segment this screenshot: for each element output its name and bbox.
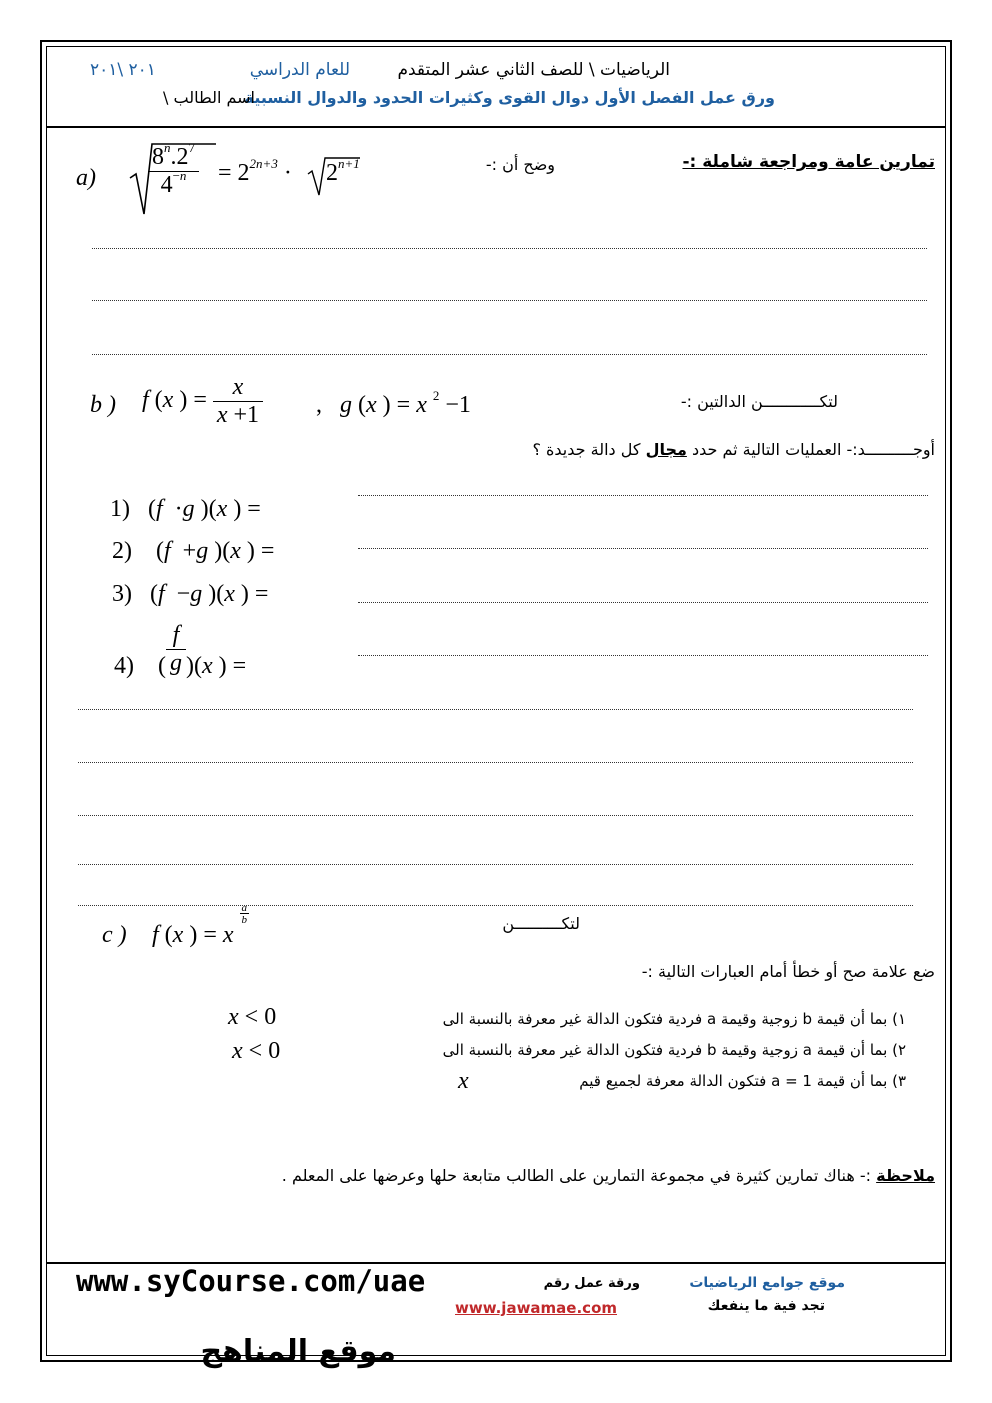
answer-line <box>92 300 927 301</box>
answer-line <box>92 354 927 355</box>
part-c-label: c ) <box>102 922 127 948</box>
statement-1: ١) بما أن قيمة b زوجية وقيمة a فردية فتكون الدالة غير معرفة بالنسبة الى <box>442 1010 906 1028</box>
function-f-definition: f (x ) = $\frac{x}{x +1}$ <box>142 374 263 429</box>
function-g-definition: , g (x ) = x $^2$ −1 <box>316 388 471 418</box>
operation-2: 2) (f +g )(x ) = <box>112 538 275 564</box>
statement-3-condition: x <box>458 1068 469 1094</box>
answer-line <box>78 709 913 710</box>
operation-3: 3) (f −g )(x ) = <box>112 581 269 607</box>
f-fraction: $\frac{x}{x +1}$ <box>213 374 263 429</box>
watermark-arabic: موقع المناهج <box>200 1334 396 1369</box>
domain-keyword: مجال <box>645 440 687 459</box>
answer-line <box>92 248 927 249</box>
answer-line <box>358 602 928 603</box>
note-label: ملاحظة <box>876 1166 935 1185</box>
header-divider <box>46 126 946 128</box>
exponent-fraction: $\frac{a}{b}$ <box>241 902 248 926</box>
answer-line <box>78 815 913 816</box>
note: ملاحظة :- هناك تمارين كثيرة في مجموعة التمارين على الطالب متابعة حلها وعرضها على المعلم . <box>281 1166 935 1185</box>
rhs-root: $2^{n+1}$ <box>326 156 360 186</box>
statement-2: ٢) بما أن قيمة a زوجية وقيمة b فردية فتكون الدالة غير معرفة بالنسبة الى <box>442 1041 906 1059</box>
jawamae-link[interactable]: www.jawamae.com <box>455 1299 618 1317</box>
part-a-label: a) <box>76 165 96 191</box>
answer-line <box>78 762 913 763</box>
review-heading: تمارين عامة ومراجعة شاملة :- <box>682 152 935 172</box>
statement-1-condition: x < 0 <box>228 1004 277 1030</box>
page-inner-border <box>46 46 946 1356</box>
operation-4: 4) ( $\frac{f}{g}$ )(x ) = <box>114 622 247 680</box>
operation-1: 1) (f ·g )(x ) = <box>110 496 261 522</box>
given-functions-text: لتكــــــــــــن الدالتين :- <box>680 392 838 411</box>
worksheet-title: ورق عمل الفصل الأول دوال القوى وكثيرات الحدود والدوال النسبية <box>244 88 775 107</box>
student-name-label: اسم الطالب \ <box>163 88 255 107</box>
year-value: ٢٠١ \٢٠١ <box>90 60 156 80</box>
answer-line <box>78 905 913 906</box>
answer-line <box>78 864 913 865</box>
worksheet-number-label: ورقة عمل رقم <box>543 1276 640 1291</box>
part-b-label: b ) <box>90 392 116 418</box>
find-instruction: أوجــــــــــد:- العمليات التالية ثم حدد مجال كل دالة جديدة ؟ <box>532 440 935 459</box>
subject-line: الرياضيات \ للصف الثاني عشر المتقدم <box>397 60 670 80</box>
site-slogan: تجد فية ما ينفعك <box>707 1298 825 1314</box>
answer-line <box>358 495 928 496</box>
site-name: موقع جوامع الرياضيات <box>689 1275 845 1291</box>
year-label: للعام الدراسي <box>249 60 350 80</box>
f-over-g: $\frac{f}{g}$ <box>166 622 186 677</box>
function-power-definition: f (x ) = x $\frac{a}{b}$ <box>152 902 248 948</box>
radicand-fraction: $\frac{8^n.2^7}{4^{-n}}$ <box>148 144 199 199</box>
statement-3: ٣) بما أن قيمة a = 1 فتكون الدالة معرفة لجميع قيم <box>579 1072 906 1090</box>
true-false-instruction: ضع علامة صح أو خطأ أمام العبارات التالية :- <box>641 962 935 981</box>
rhs-expression: = $2^{2n+3}$ · <box>218 156 292 186</box>
watermark-url: www.syCourse.com/uae <box>76 1264 426 1298</box>
answer-line <box>358 655 928 656</box>
let-text: لتكــــــــــن <box>502 914 580 933</box>
answer-line <box>358 548 928 549</box>
statement-2-condition: x < 0 <box>232 1038 281 1064</box>
prove-instruction: وضح أن :- <box>485 155 555 174</box>
